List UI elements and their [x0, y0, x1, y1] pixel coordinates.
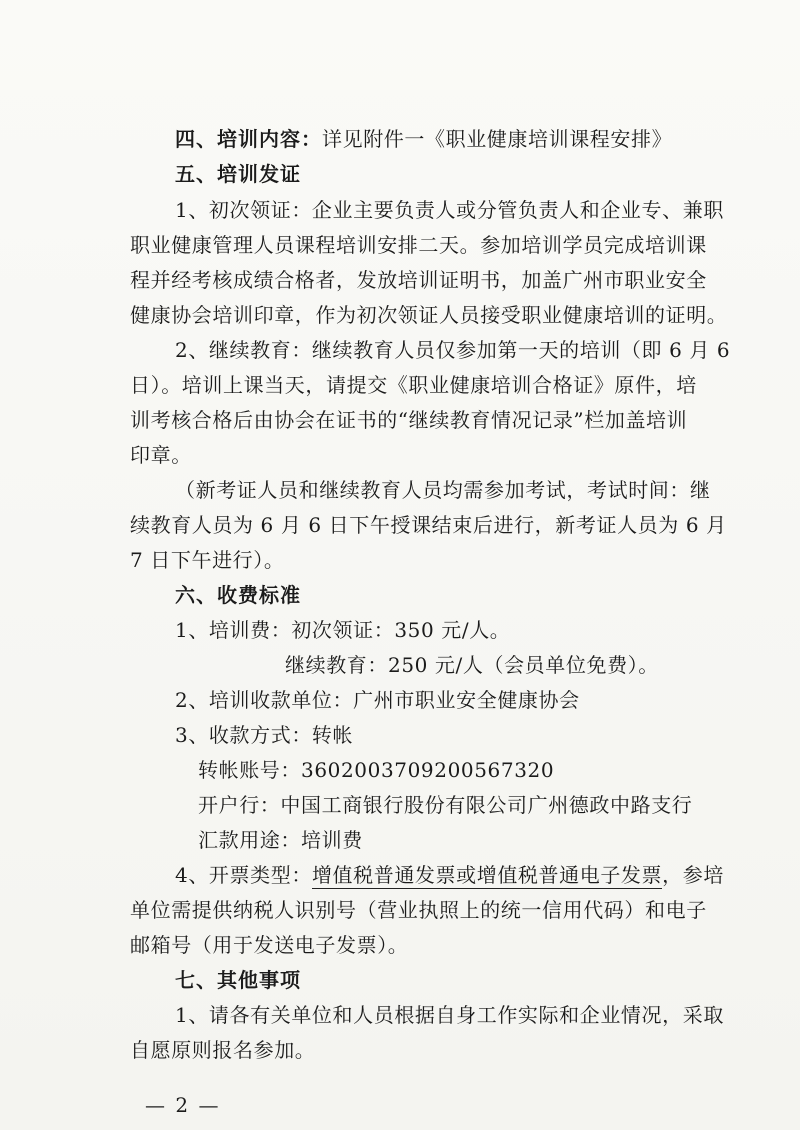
section-five-line-2: 职业健康管理人员课程培训安排二天。参加培训学员完成培训课 [130, 233, 707, 257]
invoice-prefix: 4、开票类型： [175, 863, 312, 887]
fee-line-5: 转帐账号：3602003709200567320 [198, 758, 555, 782]
section-five-line-9: （新考证人员和继续教育人员均需参加考试，考试时间：继 [175, 478, 711, 502]
section-five-line-4: 健康协会培训印章，作为初次领证人员接受职业健康培训的证明。 [130, 303, 728, 327]
section-four-text: 详见附件一《职业健康培训课程安排》 [322, 127, 673, 151]
section-four-heading: 四、培训内容： [175, 127, 322, 151]
section-five-line-6: 日）。培训上课当天，请提交《职业健康培训合格证》原件，培 [130, 373, 697, 397]
fee-line-1: 1、培训费：初次领证：350 元/人。 [175, 618, 511, 642]
invoice-suffix: ，参培 [662, 863, 724, 887]
section-five-line-3: 程并经考核成绩合格者，发放培训证明书，加盖广州市职业安全 [130, 268, 707, 292]
section-seven-line-2: 自愿原则报名参加。 [130, 1038, 316, 1062]
section-six-heading: 六、收费标准 [175, 583, 301, 607]
section-seven-heading: 七、其他事项 [175, 968, 301, 992]
fee-line-2: 继续教育：250 元/人（会员单位免费）。 [285, 653, 659, 677]
section-five-line-8: 印章。 [130, 443, 192, 467]
invoice-line-3: 邮箱号（用于发送电子发票）。 [130, 933, 409, 957]
fee-line-6: 开户行：中国工商银行股份有限公司广州德政中路支行 [198, 793, 693, 817]
section-five-line-11: 7 日下午进行）。 [130, 548, 285, 572]
section-five-line-10: 续教育人员为 6 月 6 日下午授课结束后进行，新考证人员为 6 月 [130, 513, 727, 537]
section-five-line-5: 2、继续教育：继续教育人员仅参加第一天的培训（即 6 月 6 [175, 338, 731, 362]
fee-line-4: 3、收款方式：转帐 [175, 723, 354, 747]
fee-line-3: 2、培训收款单位：广州市职业安全健康协会 [175, 688, 580, 712]
section-five-line-1: 1、初次领证：企业主要负责人或分管负责人和企业专、兼职 [175, 198, 724, 222]
section-five-heading: 五、培训发证 [175, 162, 301, 186]
section-five-line-7: 训考核合格后由协会在证书的“继续教育情况记录”栏加盖培训 [130, 408, 688, 432]
section-four-line [175, 125, 672, 153]
section-seven-line-1: 1、请各有关单位和人员根据自身工作实际和企业情况，采取 [175, 1003, 724, 1027]
invoice-line [175, 861, 724, 889]
page-number: — 2 — [145, 1093, 221, 1117]
fee-line-7: 汇款用途：培训费 [198, 828, 363, 852]
invoice-type: 增值税普通发票或增值税普通电子发票 [311, 863, 663, 887]
invoice-line-2: 单位需提供纳税人识别号（营业执照上的统一信用代码）和电子 [130, 898, 707, 922]
